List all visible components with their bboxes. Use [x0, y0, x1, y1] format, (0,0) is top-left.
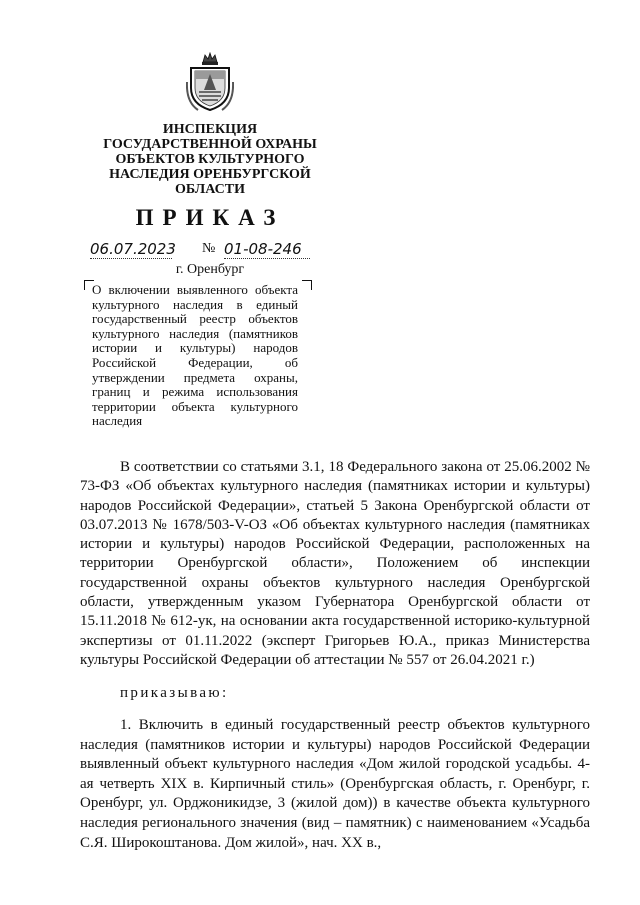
document-title: ПРИКАЗ: [135, 205, 285, 230]
org-line: ОБЪЕКТОВ КУЛЬТУРНОГО: [115, 152, 305, 167]
order-subject: О включении выявленного объекта культурного наследия в единый государственный реестр объектов культурного наследия (памятников истории и культуры) народов Российской Федерации, об утверждении предмета охраны, границ и режима использования территории объекта культурного наследия: [92, 282, 298, 429]
legal-basis-paragraph: В соответствии со статьями 3.1, 18 Федерального закона от 25.06.2002 № 73-ФЗ «Об объектах культурного наследия (памятниках истории и культуры) народов Российской Федерации», статьей 5 Закона Оренбургской области от 03.07.2013 № 1678/503-V-ОЗ «Об объектах культурного наследия (памятниках истории и культуры) народов Российской Федерации, расположенных на территории Оренбургской области», Положением об инспекции государственной охраны объектов культурного наследия Оренбургской области, утвержденным указом Губернатора Оренбургской области от 15.11.2018 № 612-ук, на основании акта государственной историко-культурной экспертизы от 01.11.2022 (эксперт Григорьев Ю.А., приказ Министерства культуры Российской Федерации об аттестации № 557 от 26.04.2021 г.): [80, 459, 590, 668]
order-word: приказываю:: [120, 685, 229, 701]
issue-city: г. Оренбург: [175, 262, 245, 277]
org-line: ГОСУДАРСТВЕННОЙ ОХРАНЫ: [103, 137, 317, 152]
corner-mark: [302, 280, 312, 290]
order-number: 01-08-246: [224, 240, 310, 259]
order-date: 06.07.2023: [90, 240, 176, 258]
org-line: ОБЛАСТИ: [175, 182, 245, 197]
org-line: НАСЛЕДИЯ ОРЕНБУРГСКОЙ: [109, 167, 311, 182]
subject-block: [84, 280, 312, 460]
registration-line: [84, 240, 336, 260]
number-sign: №: [202, 241, 216, 256]
organization-name: [80, 122, 340, 197]
coat-of-arms-icon: [186, 52, 234, 114]
order-item-1: 1. Включить в единый государственный реестр объектов культурного наследия (памятников истории и культуры) народов Российской Федерации выявленный объект культурного наследия «Дом жилой городской усадьбы. 4-ая четверть XIX в. Кирпичный стиль» (Оренбургская область, г. Оренбург, г. Оренбург, ул. Орджоникидзе, 3 (жилой дом)) в качестве объекта культурного наследия регионального значения (вид – памятник) с наименованием «Усадьба С.Я. Широкоштанова. Дом жилой», нач. XX в.,: [80, 717, 590, 851]
org-line: ИНСПЕКЦИЯ: [162, 122, 258, 137]
